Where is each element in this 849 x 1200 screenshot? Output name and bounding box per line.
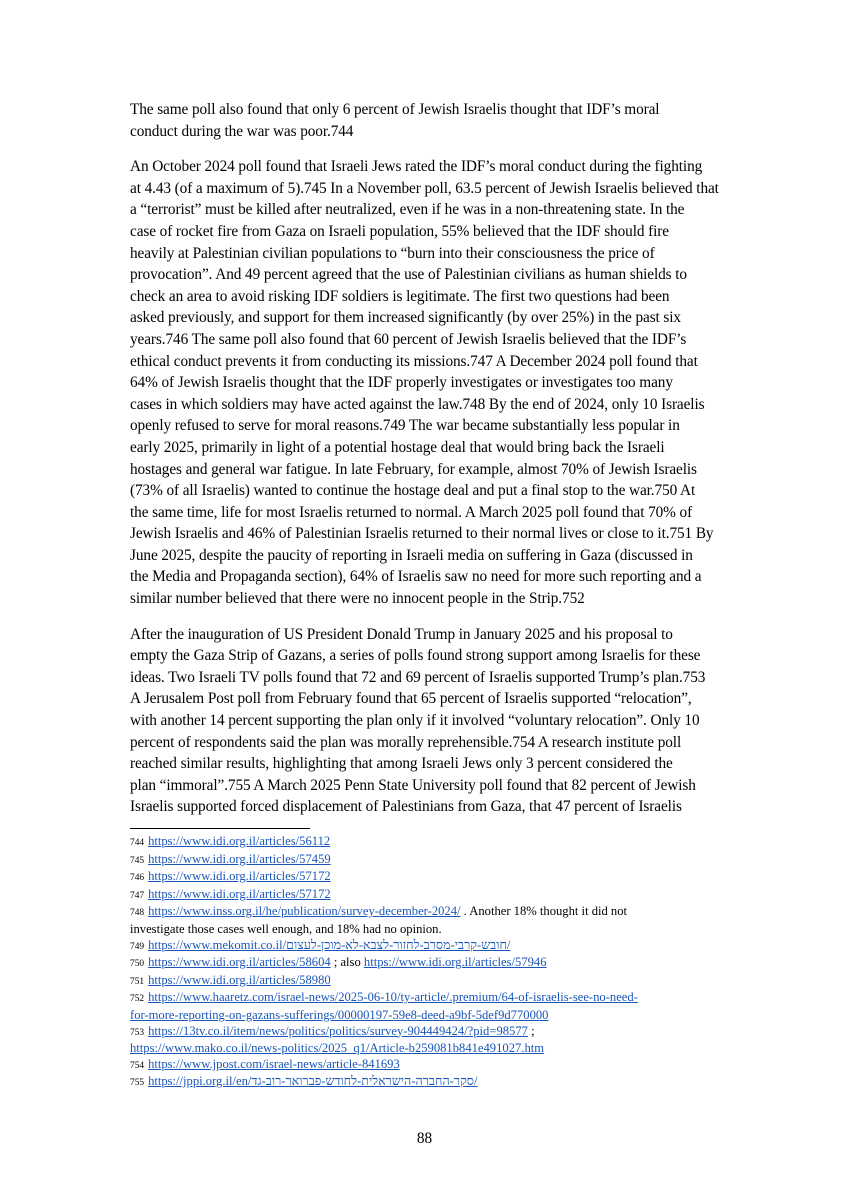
text-line: Jewish Israelis and 46% of Palestinian Israelis returned to their normal lives or close to it.751 By bbox=[130, 525, 714, 543]
footnote-text: ; bbox=[527, 1023, 535, 1038]
text-line: case of rocket fire from Gaza on Israeli population, 55% believed that the IDF should fire bbox=[130, 222, 669, 240]
footnote-number: 753 bbox=[130, 1027, 145, 1038]
footnote-745 bbox=[130, 852, 750, 870]
footnote-link[interactable]: https://www.idi.org.il/articles/58980 bbox=[148, 972, 331, 987]
footnote-link-2[interactable]: https://www.mako.co.il/news-politics/2025_q1/Article-b259081b841e491027.htm bbox=[130, 1041, 545, 1056]
footnote-744 bbox=[130, 834, 750, 852]
footnote-link[interactable]: https://www.idi.org.il/articles/57172 bbox=[148, 869, 331, 884]
footnote-number: 748 bbox=[130, 908, 145, 919]
footnote-753 bbox=[130, 1024, 750, 1042]
text-line: percent of respondents said the plan was morally reprehensible.754 A research institute poll bbox=[130, 733, 682, 751]
text-line: The same poll also found that only 6 percent of Jewish Israelis thought that IDF’s moral bbox=[130, 101, 660, 118]
footnote-divider bbox=[130, 828, 310, 829]
text-line: check an area to avoid risking IDF soldiers is legitimate. The first two questions had been bbox=[130, 287, 670, 305]
text-line: empty the Gaza Strip of Gazans, a series of polls found strong support among Israelis for these bbox=[130, 647, 701, 665]
text-line: years.746 The same poll also found that 60 percent of Jewish Israelis believed that the IDF’s bbox=[130, 330, 687, 348]
footnote-751 bbox=[130, 973, 750, 991]
footnote-link[interactable]: https://www.haaretz.com/israel-news/2025-06-10/ty-article/.premium/64-of-israelis-see-no-need- bbox=[148, 990, 638, 1005]
footnote-number: 744 bbox=[130, 838, 145, 848]
footnote-link[interactable]: https://www.mekomit.co.il/חובש-קרבי-מסרב-לחזור-לצבא-לא-מוכן-לעצום/ bbox=[148, 937, 511, 952]
footnote-number: 750 bbox=[130, 959, 145, 970]
text-line: the same time, life for most Israelis returned to normal. A March 2025 poll found that 70% of bbox=[130, 503, 693, 521]
body-text bbox=[130, 99, 742, 832]
text-line: openly refused to serve for moral reasons.749 The war became substantially less popular in bbox=[130, 417, 680, 435]
footnote-link[interactable]: https://www.inss.org.il/he/publication/survey-december-2024/ bbox=[148, 904, 461, 919]
footnote-link-2[interactable]: https://www.idi.org.il/articles/57946 bbox=[363, 955, 547, 970]
footnote-752 bbox=[130, 990, 750, 1008]
footnote-link[interactable]: https://www.jpost.com/israel-news/article-841693 bbox=[148, 1056, 400, 1071]
footnote-link[interactable]: https://13tv.co.il/item/news/politics/politics/survey-904449424/?pid=98577 bbox=[148, 1023, 528, 1038]
text-line: ideas. Two Israeli TV polls found that 72 and 69 percent of Israelis supported Trump’s plan.753 bbox=[130, 668, 706, 686]
footnote-link[interactable]: https://www.idi.org.il/articles/57459 bbox=[148, 851, 331, 866]
text-line: (73% of all Israelis) wanted to continue the hostage deal and put a final stop to the war.750 At bbox=[130, 482, 696, 500]
footnote-749 bbox=[130, 938, 750, 956]
footnote-754 bbox=[130, 1057, 750, 1075]
text-line: at 4.43 (of a maximum of 5).745 In a November poll, 63.5 percent of Jewish Israelis believed that bbox=[130, 179, 719, 197]
text-line: cases in which soldiers may have acted against the law.748 By the end of 2024, only 10 Israelis bbox=[130, 395, 705, 413]
text-line: ethical conduct prevents it from conducting its missions.747 A December 2024 poll found that bbox=[130, 352, 698, 370]
text-line: An October 2024 poll found that Israeli Jews rated the IDF’s moral conduct during the fighting bbox=[130, 158, 703, 176]
text-line: A Jerusalem Post poll from February found that 65 percent of Israelis supported “relocation”, bbox=[130, 690, 692, 708]
footnote-753-continued bbox=[130, 1041, 750, 1057]
text-line: asked previously, and support for them increased significantly (by over 25%) in the past six bbox=[130, 309, 681, 327]
footnote-number: 755 bbox=[130, 1078, 145, 1089]
text-line: provocation”. And 49 percent agreed that the use of Palestinian civilians as human shields to bbox=[130, 266, 687, 284]
text-line: hostages and general war fatigue. In late February, for example, almost 70% of Jewish Israelis bbox=[130, 460, 697, 478]
footnote-link[interactable]: https://www.idi.org.il/articles/57172 bbox=[148, 886, 331, 901]
footnote-747 bbox=[130, 887, 750, 905]
footnote-link[interactable]: https://jppi.org.il/en/סקר-החברה-הישראלית-לחודש-פברואר-רוב-גד/ bbox=[148, 1074, 478, 1089]
footnote-number: 749 bbox=[130, 941, 145, 952]
footnote-text: investigate those cases well enough, and 18% had no opinion. bbox=[130, 921, 442, 936]
footnote-748-continued bbox=[130, 922, 750, 938]
text-line: 64% of Jewish Israelis thought that the IDF properly investigates or investigates too many bbox=[130, 374, 673, 392]
paragraph-2 bbox=[130, 156, 742, 609]
footnote-link[interactable]: https://www.idi.org.il/articles/58604 bbox=[148, 955, 331, 970]
text-line: heavily at Palestinian civilian populations to “burn into their consciousness the price of bbox=[130, 244, 655, 262]
footnote-number: 752 bbox=[130, 994, 145, 1005]
paragraph-3 bbox=[130, 624, 742, 818]
page-number: 88 bbox=[416, 1130, 433, 1147]
footnote-748 bbox=[130, 904, 750, 922]
footnote-746 bbox=[130, 869, 750, 887]
footnote-number: 751 bbox=[130, 976, 145, 987]
text-line: a “terrorist” must be killed after neutralized, even if he was in a non-threatening state. In the bbox=[130, 201, 685, 219]
footnote-752-continued bbox=[130, 1008, 750, 1024]
text-line: Israelis supported forced displacement of Palestinians from Gaza, that 47 percent of Israelis bbox=[130, 798, 682, 816]
text-line: early 2025, primarily in light of a potential hostage deal that would bring back the Israeli bbox=[130, 438, 665, 456]
footnote-link-continued[interactable]: for-more-reporting-on-gazans-sufferings/00000197-59e8-deed-a9bf-5def9d770000 bbox=[130, 1007, 549, 1022]
footnote-750 bbox=[130, 955, 750, 973]
footnote-link[interactable]: https://www.idi.org.il/articles/56112 bbox=[148, 834, 331, 848]
text-line: with another 14 percent supporting the plan only if it involved “voluntary relocation”. Only 10 bbox=[130, 712, 700, 730]
footnote-755 bbox=[130, 1074, 750, 1092]
text-line: plan “immoral”.755 A March 2025 Penn State University poll found that 82 percent of Jewish bbox=[130, 776, 696, 794]
text-line: June 2025, despite the paucity of reporting in Israeli media on suffering in Gaza (discussed in bbox=[130, 546, 693, 564]
text-line: After the inauguration of US President Donald Trump in January 2025 and his proposal to bbox=[130, 625, 673, 643]
footnote-number: 746 bbox=[130, 873, 145, 884]
footnote-number: 747 bbox=[130, 890, 145, 901]
text-line: similar number believed that there were no innocent people in the Strip.752 bbox=[130, 590, 585, 608]
text-line: the Media and Propaganda section), 64% of Israelis saw no need for more such reporting and a bbox=[130, 568, 702, 586]
text-line: reached similar results, highlighting that among Israeli Jews only 3 percent considered the bbox=[130, 755, 673, 773]
footnote-text: ; also bbox=[330, 955, 364, 970]
text-line: conduct during the war was poor.744 bbox=[130, 122, 354, 140]
paragraph-1 bbox=[130, 99, 742, 142]
footnote-number: 745 bbox=[130, 855, 145, 866]
footnote-number: 754 bbox=[130, 1060, 145, 1071]
footnotes bbox=[130, 834, 750, 1092]
footnote-text: . Another 18% thought it did not bbox=[460, 904, 628, 919]
